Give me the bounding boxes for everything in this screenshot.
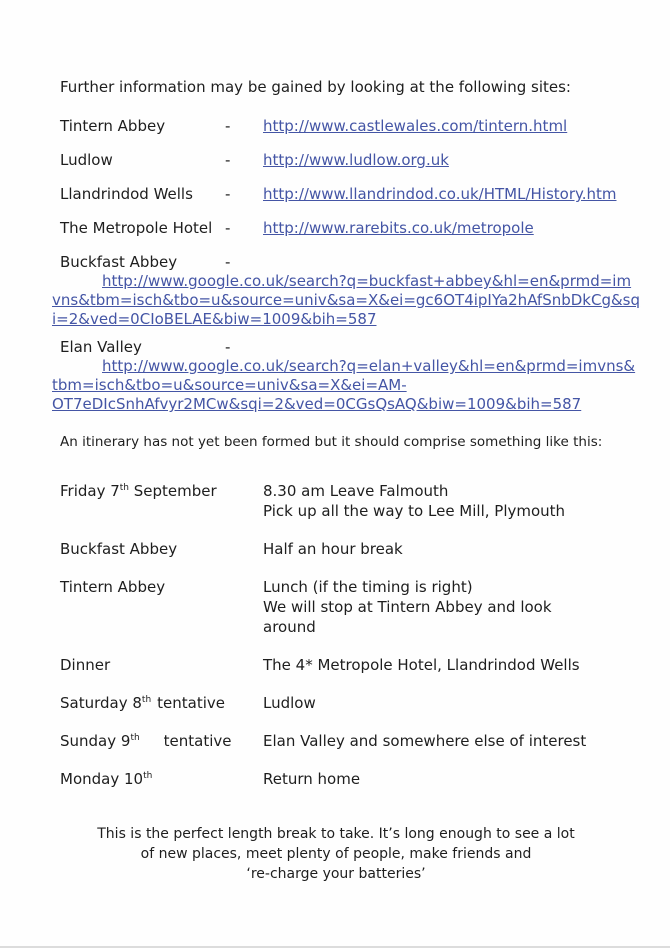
- url-line: i=2&ved=0CIoBELAE&biw=1009&bih=587: [52, 310, 377, 328]
- url-line: tbm=isch&tbo=u&source=univ&sa=X&ei=AM-: [52, 376, 407, 394]
- site-row-metropole: [60, 219, 612, 238]
- separator-dash: -: [225, 219, 231, 237]
- site-name: Llandrindod Wells: [60, 185, 193, 203]
- itinerary-date: [60, 539, 263, 559]
- url-line: OT7eDIcSnhAfvyr2MCw&sqi=2&ved=0CGsQsAQ&biw=1009&bih=587: [52, 395, 582, 413]
- site-row-ludlow: [60, 151, 612, 170]
- site-name: Elan Valley: [60, 338, 142, 356]
- site-url-elan: [52, 357, 636, 414]
- ordinal-suffix: th: [143, 771, 153, 781]
- separator-dash: -: [225, 117, 231, 135]
- site-link-metropole[interactable]: http://www.rarebits.co.uk/metropole: [263, 219, 534, 237]
- site-link-ludlow[interactable]: http://www.ludlow.org.uk: [263, 151, 449, 169]
- itinerary-date: [60, 693, 263, 713]
- detail-line: The 4* Metropole Hotel, Llandrindod Wells: [263, 656, 580, 674]
- itinerary-date: [60, 481, 263, 521]
- itinerary-date: [60, 769, 263, 789]
- tentative-note: tentative: [157, 694, 226, 712]
- itinerary-row-sunday: [60, 731, 612, 751]
- site-row-tintern: [60, 117, 612, 136]
- itinerary-date: [60, 577, 263, 637]
- date-text: Tintern Abbey: [60, 578, 166, 596]
- site-name: Tintern Abbey: [60, 117, 166, 135]
- detail-line: Ludlow: [263, 694, 316, 712]
- itinerary-row-dinner: [60, 655, 612, 675]
- itinerary-detail: [263, 481, 612, 521]
- site-name: The Metropole Hotel: [60, 219, 213, 237]
- site-name: Ludlow: [60, 151, 113, 169]
- site-url-buckfast: [52, 272, 641, 329]
- itinerary-detail: [263, 731, 612, 751]
- date-text: Saturday 8: [60, 694, 142, 712]
- itinerary-detail: [263, 769, 612, 789]
- separator-dash: -: [225, 338, 231, 356]
- detail-line: Elan Valley and somewhere else of interest: [263, 732, 587, 750]
- itinerary-row-tintern: [60, 577, 612, 637]
- ordinal-suffix: th: [141, 695, 152, 705]
- closing-line: This is the perfect length break to take. It’s long enough to see a lot: [97, 826, 575, 842]
- closing-line: of new places, meet plenty of people, make friends and: [140, 846, 532, 862]
- detail-line: We will stop at Tintern Abbey and look: [263, 598, 552, 616]
- closing-paragraph: [60, 824, 612, 884]
- separator-dash: -: [225, 185, 231, 203]
- tentative-note: tentative: [163, 732, 232, 750]
- itinerary-row-friday: [60, 481, 612, 521]
- detail-line: Return home: [263, 770, 361, 788]
- site-row-elan: [60, 338, 612, 357]
- itinerary-intro-text: An itinerary has not yet been formed but it should comprise something like this:: [60, 434, 603, 450]
- ordinal-suffix: th: [130, 733, 140, 743]
- itinerary-date: [60, 655, 263, 675]
- detail-line: Lunch (if the timing is right): [263, 578, 473, 596]
- date-text: Monday 10: [60, 770, 144, 788]
- intro-text: Further information may be gained by looking at the following sites:: [60, 78, 571, 96]
- itinerary-detail: [263, 655, 612, 675]
- itinerary-date: [60, 731, 263, 751]
- site-name: Buckfast Abbey: [60, 253, 178, 271]
- ordinal-suffix: th: [119, 483, 130, 493]
- itinerary-detail: [263, 577, 612, 637]
- detail-line: 8.30 am Leave Falmouth: [263, 482, 449, 500]
- itinerary-row-buckfast: [60, 539, 612, 559]
- detail-line: Pick up all the way to Lee Mill, Plymouth: [263, 502, 566, 520]
- date-text: Sunday 9: [60, 732, 131, 750]
- itinerary-row-monday: [60, 769, 612, 789]
- itinerary-detail: [263, 539, 612, 559]
- detail-line: Half an hour break: [263, 540, 403, 558]
- site-row-llandrindod: [60, 185, 617, 204]
- separator-dash: -: [225, 253, 231, 271]
- url-line: http://www.google.co.uk/search?q=buckfast+abbey&hl=en&prmd=im: [102, 272, 632, 290]
- site-link-llandrindod[interactable]: http://www.llandrindod.co.uk/HTML/History.htm: [263, 185, 617, 203]
- closing-line: ‘re-charge your batteries’: [246, 866, 426, 882]
- site-link-elan[interactable]: [52, 357, 635, 413]
- site-link-tintern[interactable]: http://www.castlewales.com/tintern.html: [263, 117, 568, 135]
- site-link-buckfast[interactable]: [52, 272, 640, 328]
- detail-line: around: [263, 618, 316, 636]
- date-text-rest: September: [129, 482, 217, 500]
- itinerary-detail: [263, 693, 612, 713]
- url-line: vns&tbm=isch&tbo=u&source=univ&sa=X&ei=gc6OT4ipIYa2hAfSnbDkCg&sq: [52, 291, 641, 309]
- date-text: Buckfast Abbey: [60, 540, 178, 558]
- separator-dash: -: [225, 151, 231, 169]
- site-row-buckfast: [60, 253, 612, 272]
- url-line: http://www.google.co.uk/search?q=elan+valley&hl=en&prmd=imvns&: [102, 357, 636, 375]
- date-text: Friday 7: [60, 482, 120, 500]
- date-text: Dinner: [60, 656, 111, 674]
- itinerary-row-saturday: [60, 693, 612, 713]
